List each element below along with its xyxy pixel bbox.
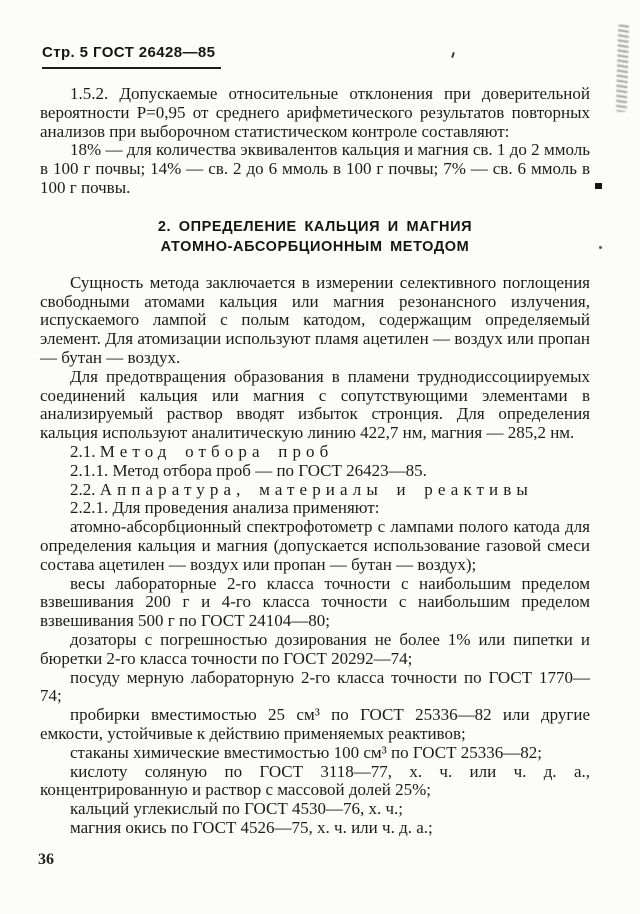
paragraph-percent-tolerances: 18% — для количества эквивалентов кальция и магния св. 1 до 2 ммоль в 100 г почвы; 14% — св. 2 до 6 ммоль в 100 г почвы; 7% — св. 6 ммоль в 100 г почвы.	[40, 140, 590, 197]
scan-artifact-streak	[616, 24, 629, 112]
subsection-2-2-title: Аппаратура, материалы и реактивы	[99, 479, 533, 499]
equipment-item-spectrophotometer: атомно-абсорбционный спектрофотометр с лампами полого катода для определения кальция и магния (допускается использование газовой смеси состава ацетилен — воздух или пропан — бутан — воздух);	[40, 517, 590, 574]
subsection-2-1-number: 2.1.	[70, 441, 96, 461]
equipment-item-magnesium-oxide: магния окись по ГОСТ 4526—75, х. ч. или ч. д. а.;	[70, 817, 433, 837]
subsection-2-2	[40, 481, 590, 500]
scan-artifact-header-speck	[451, 52, 455, 58]
section-2-heading-line2: АТОМНО-АБСОРБЦИОННЫМ МЕТОДОМ	[160, 238, 470, 255]
scan-artifact-speck	[599, 246, 602, 249]
scan-artifact-ink-dot	[595, 183, 602, 189]
paragraph-1-5-2: 1.5.2. Допускаемые относительные отклонения при доверительной вероятности Р=0,95 от среднего арифметического результатов повторных анализов при выборочном статистическом контроле составляют:	[40, 84, 590, 141]
subsection-2-1-title: Метод отбора проб	[99, 441, 334, 461]
subsection-2-1	[40, 443, 590, 462]
page-number: 36	[38, 851, 54, 868]
page-header: Стр. 5 ГОСТ 26428—85	[42, 44, 221, 69]
equipment-item-calcium-carbonate: кальций углекислый по ГОСТ 4530—76, х. ч.;	[70, 799, 404, 819]
subsection-2-2-number: 2.2.	[70, 479, 96, 499]
equipment-item-dosers: дозаторы с погрешностью дозирования не более 1% или пипетки и бюретки 2-го класса точности по ГОСТ 20292—74;	[40, 629, 590, 668]
equipment-item-balances: весы лабораторные 2-го класса точности с наибольшим пределом взвешивания 200 г и 4-го класса точности с наибольшим пределом взвешивания 500 г по ГОСТ 24104—80;	[40, 573, 590, 631]
paragraph-strontium-note: Для предотвращения образования в пламени труднодиссоциируемых соединений кальция или магния с сопутствующими элементами в анализируемый раствор вводят избыток стронция. Для определения кальция используют аналитическую линию 422,7 нм, магния — 285,2 нм.	[40, 366, 590, 443]
equipment-item-hydrochloric-acid: кислоту соляную по ГОСТ 3118—77, х. ч. или ч. д. а., концентрированную и раствор с массовой долей 25%;	[40, 761, 590, 800]
document-body	[40, 85, 590, 838]
clause-2-2-1: 2.2.1. Для проведения анализа применяют:	[70, 498, 380, 518]
section-2-heading-line1: 2. ОПРЕДЕЛЕНИЕ КАЛЬЦИЯ И МАГНИЯ	[157, 218, 473, 235]
equipment-item-beakers: стаканы химические вместимостью 100 см³ по ГОСТ 25336—82;	[70, 742, 542, 762]
paragraph-method-essence: Сущность метода заключается в измерении селективного поглощения свободными атомами кальция или магния резонансного излучения, испускаемого лампой с полым катодом, содержащим определяемый элемент. Для атомизации используют пламя ацетилен — воздух или пропан — бутан — воздух.	[40, 272, 590, 367]
equipment-item-test-tubes: пробирки вместимостью 25 см³ по ГОСТ 25336—82 или другие емкости, устойчивые к действию применяемых реактивов;	[40, 705, 590, 743]
equipment-item-glassware: посуду мерную лабораторную 2-го класса точности по ГОСТ 1770—74;	[40, 667, 590, 706]
clause-2-1-1: 2.1.1. Метод отбора проб — по ГОСТ 26423—85.	[70, 460, 427, 480]
section-2-heading	[40, 217, 590, 257]
